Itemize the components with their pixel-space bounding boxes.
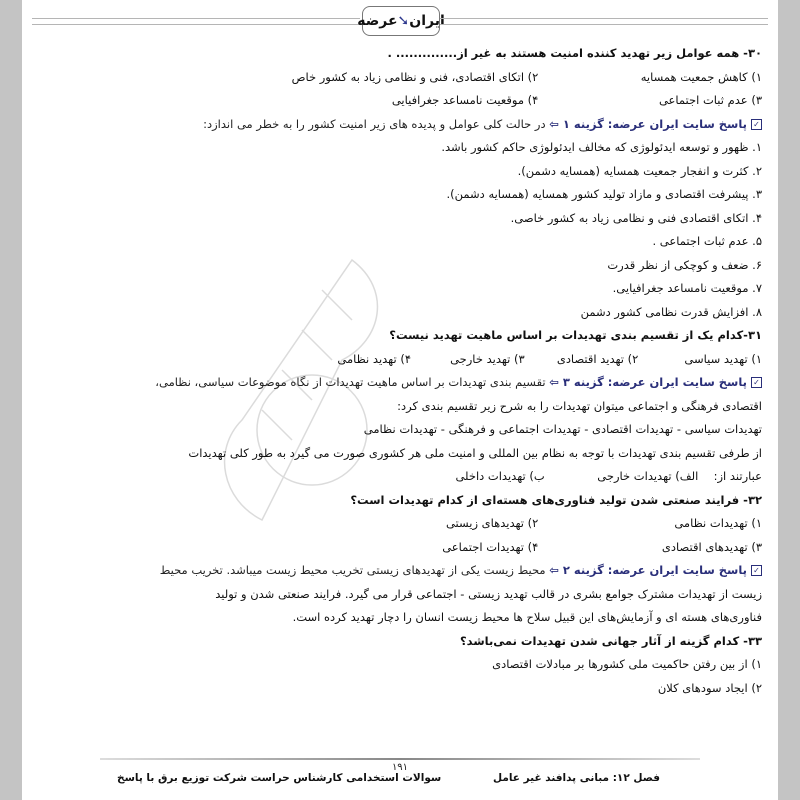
question-30-options-row-2 — [40, 89, 762, 113]
q30-list-item: ۳. پیشرفت اقتصادی و مازاد تولید کشور همسایه (همسایه دشمن). — [446, 187, 762, 201]
header-rule-right — [440, 18, 768, 25]
q32-answer-line: زیست از تهدیدات مشترک جوامع بشری در قالب تهدید زیستی - اجتماعی قرار می گیرد. فرایند صنعتی شدن و تولید — [215, 586, 762, 601]
q31-answer-line: تهدیدات سیاسی - تهدیدات اقتصادی - تهدیدات اجتماعی و فرهنگی - تهدیدات نظامی — [363, 422, 762, 436]
q32-option-3[interactable]: ۳) تهدیدهای اقتصادی — [661, 539, 762, 554]
footer-book-title: سوالات استخدامی کارشناس حراست شرکت توزیع برق با پاسخ — [117, 772, 442, 784]
q30-list-item: ۷. موقعیت نامساعد جغرافیایی. — [612, 281, 762, 295]
q30-option-3[interactable]: ۳) عدم ثبات اجتماعی — [658, 93, 762, 107]
question-32-options-row-2 — [40, 536, 762, 560]
question-31-options — [40, 348, 762, 372]
footer-chapter: فصل ۱۲: مبانی پدافند غیر عامل — [492, 772, 660, 784]
q30-list-item: ۲. کثرت و انفجار جمعیت همسایه (همسایه دشمن). — [517, 163, 762, 178]
logo-text-iran: ایران — [409, 13, 445, 29]
q31-answer-label: پاسخ سایت ایران عرضه: گزینه ۳ ⇦ — [549, 375, 747, 389]
question-30-title: ۳۰- همه عوامل زیر تهدید کننده امنیت هستند به غیر از.............. . — [387, 46, 762, 60]
q30-option-2[interactable]: ۲) اتکای اقتصادی، فنی و نظامی زیاد به کشور خاص — [291, 69, 539, 84]
q31-option-4[interactable]: ۴) تهدید نظامی — [337, 351, 412, 366]
q33-option-1[interactable]: ۱) از بین رفتن حاکمیت ملی کشورها بر مبادلات اقتصادی — [492, 657, 762, 671]
q31-answer-last-line — [40, 465, 762, 489]
q32-option-2[interactable]: ۲) تهدیدهای زیستی — [445, 516, 539, 530]
q30-option-4[interactable]: ۴) موقعیت نامساعد جغرافیایی — [391, 93, 539, 107]
checkbox-icon: ✓ — [751, 377, 762, 388]
q30-answer-label: پاسخ سایت ایران عرضه: گزینه ۱ ⇦ — [549, 116, 747, 131]
q32-option-4[interactable]: ۴) تهدیدات اجتماعی — [442, 539, 539, 554]
q32-answer-label: پاسخ سایت ایران عرضه: گزینه ۲ ⇦ — [549, 563, 747, 577]
page-header — [22, 0, 778, 40]
q31-enum-a: الف) تهدیدات خارجی — [597, 469, 699, 483]
q32-answer — [40, 559, 762, 583]
question-33-title: ۳۳- کدام گزینه از آثار جهانی شدن تهدیدات نمی‌باشد؟ — [460, 633, 762, 648]
question-31-title: ۳۱-کدام یک از تقسیم بندی تهدیدات بر اساس ماهیت تهدید نیست؟ — [389, 328, 762, 342]
question-30-options-row-1 — [40, 66, 762, 90]
logo-arrow-icon: ➘ — [397, 13, 410, 29]
q30-list-item: ۶. ضعف و کوچکی از نظر قدرت — [607, 257, 762, 272]
q30-list-item: ۴. اتکای اقتصادی فنی و نظامی زیاد به کشور خاصی. — [510, 210, 762, 225]
question-32-title: ۳۲- فرایند صنعتی شدن تولید فناوری‌های هسته‌ای از کدام تهدیدات است؟ — [350, 492, 762, 507]
logo-text-arzeh: عرضه — [357, 13, 398, 29]
q32-answer-text: محیط زیست یکی از تهدیدهای زیستی تخریب محیط زیست میباشد. تخریب محیط — [159, 563, 546, 577]
q30-answer-text: در حالت کلی عوامل و پدیده های زیر امنیت کشور را به خطر می اندازد: — [203, 116, 546, 131]
footer-rule — [100, 758, 700, 760]
q31-answer — [40, 371, 762, 395]
q33-option-2[interactable]: ۲) ایجاد سودهای کلان — [657, 680, 762, 695]
checkbox-icon: ✓ — [751, 565, 762, 576]
q31-option-3[interactable]: ۳) تهدید خارجی — [450, 351, 525, 366]
q30-list-item: ۱. ظهور و توسعه ایدئولوژی که مخالف ایدئولوژی حاکم کشور باشد. — [441, 140, 762, 154]
q31-answer-line: از طرفی تقسیم بندی تهدیدات با توجه به نظام بین المللی و امنیت ملی هر کشوری صورت می گیرد به طور کلی تهدیدات — [188, 445, 762, 460]
q30-option-1[interactable]: ۱) کاهش جمعیت همسایه — [640, 69, 762, 84]
header-rule-left — [32, 18, 360, 25]
q31-enum-prefix: عبارتند از: — [713, 469, 762, 483]
q30-answer — [40, 113, 762, 137]
q31-answer-text: تقسیم بندی تهدیدات بر اساس ماهیت تهدیدات از نگاه موضوعات سیاسی، نظامی، — [155, 375, 546, 389]
q31-option-2[interactable]: ۲) تهدید اقتصادی — [556, 351, 639, 366]
document-page — [22, 0, 778, 800]
question-32-options-row-1 — [40, 512, 762, 536]
page-content — [40, 42, 762, 700]
q31-answer-line: اقتصادی فرهنگی و اجتماعی میتوان تهدیدات را به شرح زیر تقسیم بندی کرد: — [397, 398, 762, 413]
q32-answer-line: فناوری‌های هسته ای و آزمایش‌های این قبیل سلاح ها محیط زیست انسان را دچار تهدید کرده است. — [292, 610, 762, 624]
q30-list-item: ۸. افزایش قدرت نظامی کشور دشمن — [580, 304, 762, 319]
checkbox-icon: ✓ — [751, 119, 762, 130]
q32-option-1[interactable]: ۱) تهدیدات نظامی — [674, 516, 762, 530]
page-number: ۱۹۱ — [391, 762, 409, 773]
site-logo — [357, 6, 445, 36]
q31-enum-b: ب) تهدیدات داخلی — [455, 469, 545, 483]
q31-option-1[interactable]: ۱) تهدید سیاسی — [684, 351, 762, 366]
q30-list-item: ۵. عدم ثبات اجتماعی . — [652, 234, 762, 248]
